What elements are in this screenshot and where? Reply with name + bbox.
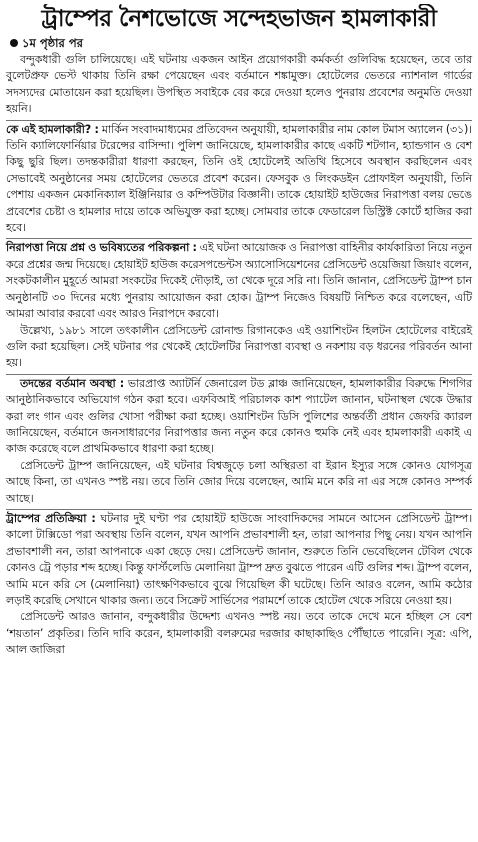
continued-from-label xyxy=(10,36,472,51)
subhead-trump-reaction: ট্রাম্পের প্রতিক্রিয়া : xyxy=(6,511,96,525)
section-divider xyxy=(6,120,472,121)
paragraph-text: ঘটনার দুই ঘণ্টা পর হোয়াইট হাউজে সাংবাদিকদের সামনে আসেন প্রেসিডেন্ট ট্রাম্প। কালো টাক্সিডো পরা অবস্থায় তিনি বলেন, যখন আপনি প্রভাবশালী হন, তারা আপনার পিছু নেয়। যখন আপনি প্রভাবশালী নন, তারা আপনাকে একা ছেড়ে দেয়। প্রেসিডেন্ট জানান, শুরুতে তিনি ভেবেছিলেন টেবিল থেকে কোনও ট্রে পড়ার শব্দ হচ্ছে। কিন্তু ফার্স্টলেডি মেলানিয়া ট্রাম্প দ্রুত বুঝতে পারেন এটি গুলির শব্দ। ট্রাম্প বলেন, আমি মনে করি সে (মেলানিয়া) তাৎক্ষণিকভাবে বুঝে গিয়েছিল কী ঘটেছে। তিনি আরও বলেন, আমি কঠোর লড়াই করেছি সেখানে থাকার জন্য। তবে সিক্রেট সার্ভিসের পরামর্শে তাকে হোটেল থেকে সরিয়ে নেওয়া হয়। xyxy=(6,511,472,607)
jump-label-text: ১ম পৃষ্ঠার পর xyxy=(22,36,83,50)
body-paragraph-6 xyxy=(6,458,472,507)
body-paragraph-2 xyxy=(6,122,472,237)
paragraph-text: প্রেসিডেন্ট ট্রাম্প জানিয়েছেন, এই ঘটনার বিশ্বজুড়ে চলা অস্থিরতা বা ইরান ইস্যুর সঙ্গে কোনও যোগসূত্র আছে কিনা, তা এখনও স্পষ্ট নয়। তবে তিনি জোর দিয়ে বলেছেন, আমি মনে করি না এর সঙ্গে কোনও সম্পর্ক আছে। xyxy=(6,458,472,505)
subhead-who-is-attacker: কে এই হামলাকারী? : xyxy=(6,122,99,136)
body-paragraph-7 xyxy=(6,511,472,609)
body-paragraph-8 xyxy=(6,609,472,658)
body-paragraph-1 xyxy=(6,52,472,118)
body-paragraph-5 xyxy=(6,376,472,458)
body-paragraph-4 xyxy=(6,323,472,372)
paragraph-text: এই ঘটনা আয়োজক ও নিরাপত্তা বাহিনীর কার্যকারিতা নিয়ে নতুন করে প্রশ্নের জন্ম দিয়েছে। হোয়াইট হাউজ করেসপন্ডেন্টস অ্যাসোসিয়েশনের প্রেসিডেন্ট ওয়েজিয়া জিয়াং বলেন, সংকটকালীন মুহূর্তে আমরা সংকটের দিকেই দৌড়াই, তা থেকে দূরে সরি না। তিনি জানান, প্রেসিডেন্ট ট্রাম্প চান অনুষ্ঠানটি ৩০ দিনের মধ্যে পুনরায় আয়োজন করা হোক। ট্রাম্প নিজেও বিষয়টি নিশ্চিত করে বলেছেন, এটি আমরা আবার করবো এবং আরও নিরাপদে করবো। xyxy=(6,241,472,321)
bullet-icon xyxy=(10,39,18,47)
paragraph-text: প্রেসিডেন্ট আরও জানান, বন্দুকধারীর উদ্দেশ্য এখনও স্পষ্ট নয়। তবে তাকে দেখে মনে হচ্ছিল সে বেশ ‘শয়তান’ প্রকৃতির। তিনি দাবি করেন, হামলাকারী বলরুমের দরজার কাছাকাছিও পৌঁছাতে পারেনি। সূত্র: এপি, আল জাজিরা xyxy=(6,610,472,657)
subhead-security-questions: নিরাপত্তা নিয়ে প্রশ্ন ও ভবিষ্যতের পরিকল্পনা : xyxy=(6,241,197,255)
paragraph-text: ভারপ্রাপ্ত অ্যাটর্নি জেনারেল টড ব্লাঞ্চ জানিয়েছেন, হামলাকারীর বিরুদ্ধে শিগগির আনুষ্ঠানিকভাবে অভিযোগ গঠন করা হবে। এফবিআই পরিচালক কাশ প্যাটেল জানান, ঘটনাস্থল থেকে উদ্ধার করা লং গান এবং গুলির খোসা পরীক্ষা করা হচ্ছে। ওয়াশিংটন ডিসি পুলিশের অন্তর্বর্তী প্রধান জেফরি ক্যারল জানিয়েছেন, বর্তমানে জনসাধারণের নিরাপত্তার জন্য নতুন করে কোনও হুমকি নেই এবং হামলাকারী একাই এ কাজ করেছে বলে প্রাথমিকভাবে ধারণা করা হচ্ছে। xyxy=(6,376,472,456)
section-divider xyxy=(6,238,472,239)
headline: ট্রাম্পের নৈশভোজে সন্দেহভাজন হামলাকারী xyxy=(41,6,437,32)
section-divider xyxy=(6,509,472,510)
article-body xyxy=(6,52,472,659)
paragraph-text: মার্কিন সংবাদমাধ্যমের প্রতিবেদন অনুযায়ী, হামলাকারীর নাম কোল টমাস অ্যালেন (৩১)। তিনি ক্যালিফোর্নিয়ার টরেন্সের বাসিন্দা। পুলিশ জানিয়েছে, হামলাকারীর কাছে একটি শটগান, হ্যান্ডগান ও বেশ কিছু ছুরি ছিল। তদন্তকারীরা ধারণা করছেন, তিনি ওই হোটেলেই অতিথি হিসেবে অবস্থান করছিলেন এবং সেভাবেই অনুষ্ঠানের সময় হোটেলের ভেতরে প্রবেশ করেন। ফেসবুক ও লিংকডইন প্রোফাইল অনুযায়ী, তিনি পেশায় একজন মেকানিক্যাল ইঞ্জিনিয়ার ও কম্পিউটার বিজ্ঞানী। তাকে হোয়াইট হাউজের নিরাপত্তা বলয় ভেঙে প্রবেশের চেষ্টা ও হামলার দায়ে তাকে অভিযুক্ত করা হচ্ছে। সোমবার তাকে ফেডারেল ডিস্ট্রিক্ট কোর্টে হাজির করা হবে। xyxy=(6,122,472,235)
paragraph-text: বন্দুকধারী গুলি চালিয়েছে। এই ঘটনায় একজন আইন প্রয়োগকারী কর্মকর্তা গুলিবিদ্ধ হয়েছেন, তবে তার বুলেটপ্রুফ ভেস্ট থাকায় তিনি রক্ষা পেয়েছেন এবং বর্তমানে শঙ্কামুক্ত। হোটেলের ভেতরে ন্যাশনাল গার্ডের সদস্যদের মোতায়েন করা হয়েছিল। উপস্থিত সবাইকে বের করে দেওয়া হলেও পুনরায় প্রবেশের অনুমতি দেওয়া হয়নি। xyxy=(6,53,472,116)
subhead-investigation-status: তদন্তের বর্তমান অবস্থা : xyxy=(20,376,125,390)
paragraph-text: উল্লেখ্য, ১৯৮১ সালে তৎকালীন প্রেসিডেন্ট রোনাল্ড রিগানকেও এই ওয়াশিংটন হিলটন হোটেলের বাইরেই গুলি করা হয়েছিল। সেই ঘটনার পর থেকেই হোটেলটির নিরাপত্তা ব্যবস্থা ও নকশায় বড় ধরনের পরিবর্তন আনা হয়। xyxy=(6,323,472,370)
body-paragraph-3 xyxy=(6,240,472,322)
section-divider xyxy=(6,374,472,375)
